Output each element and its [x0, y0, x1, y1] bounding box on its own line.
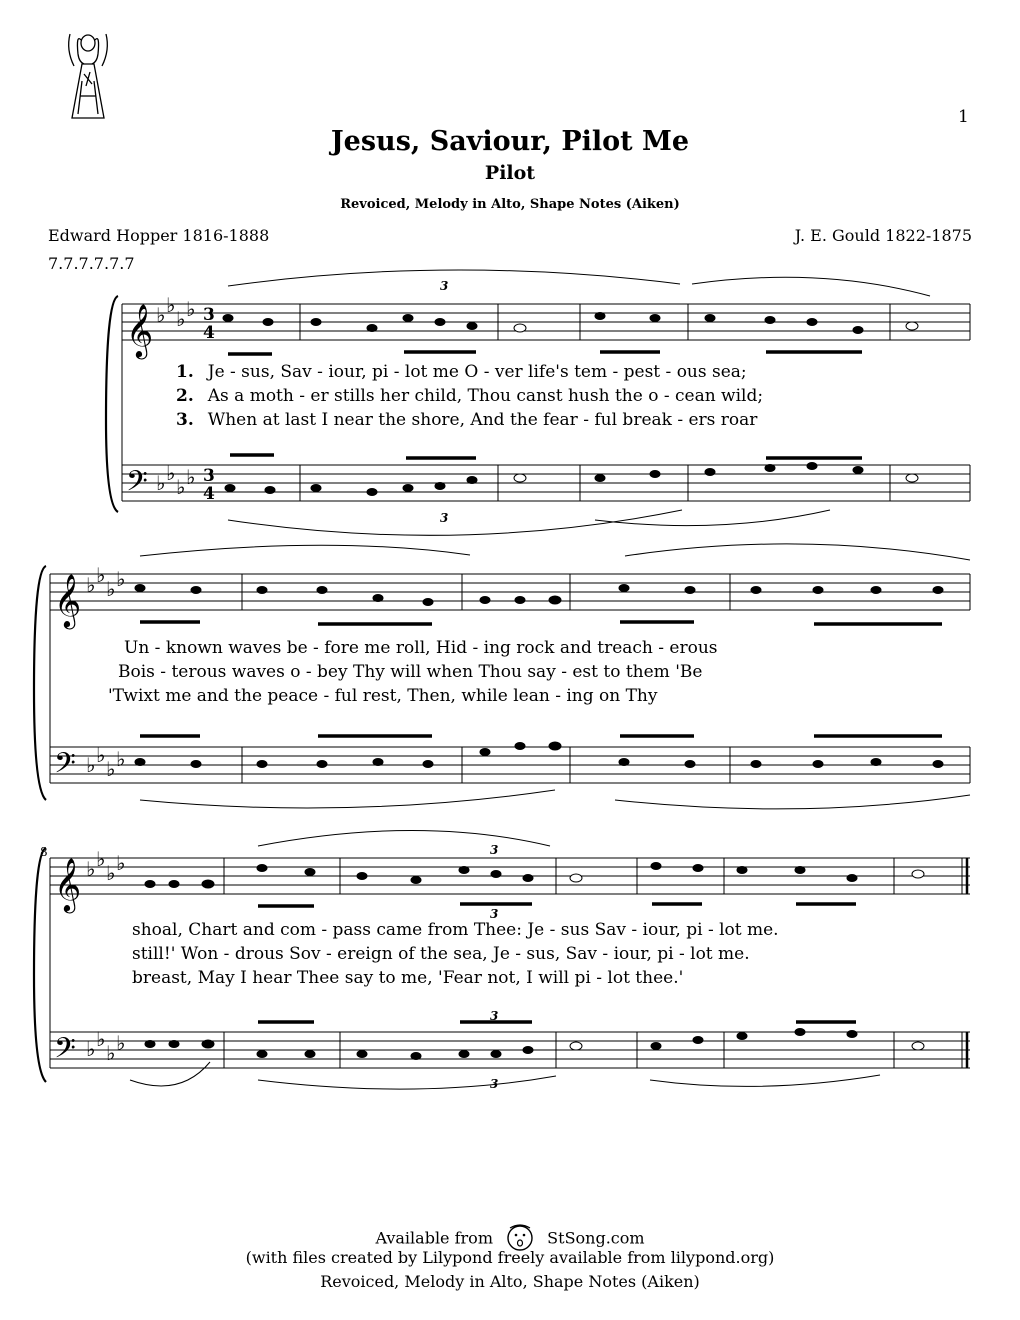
svg-text:♭: ♭ — [106, 577, 116, 601]
svg-text:♭: ♭ — [116, 567, 126, 591]
lyric-verse3-line2: 'Twixt me and the peace - ful rest, Then, while lean - ing on Thy — [108, 686, 658, 706]
svg-text:3: 3 — [490, 1009, 499, 1023]
svg-text:𝄞: 𝄞 — [126, 303, 154, 357]
footer-arrangement: Revoiced, Melody in Alto, Shape Notes (Aiken) — [320, 1272, 700, 1291]
footer-available-label: Available from — [375, 1228, 493, 1248]
svg-text:♭: ♭ — [166, 461, 176, 485]
page-number: 1 — [958, 107, 969, 127]
tune-name: Pilot — [484, 162, 536, 184]
lyric-verse3-line3: breast, May I hear Thee say to me, 'Fear not, I will pi - lot thee.' — [132, 968, 684, 988]
svg-text:♭: ♭ — [186, 297, 196, 321]
treble-staff-2 — [50, 574, 970, 610]
svg-text:♭: ♭ — [86, 1037, 96, 1061]
svg-text:♭: ♭ — [156, 471, 166, 495]
svg-text:4: 4 — [203, 484, 215, 504]
svg-text:3: 3 — [440, 511, 449, 525]
lyric-verse1-line3: shoal, Chart and com - pass came from Thee: Je - sus Sav - iour, pi - lot me. — [132, 920, 779, 940]
footer-site-link[interactable]: StSong.com — [547, 1228, 645, 1248]
svg-text:♭: ♭ — [106, 757, 116, 781]
svg-text:♭: ♭ — [156, 303, 166, 327]
svg-text:♭: ♭ — [176, 307, 186, 331]
footer-lilypond-note: (with files created by Lilypond freely available from lilypond.org) — [245, 1248, 775, 1267]
svg-text:♭: ♭ — [86, 857, 96, 881]
hymn-title: Jesus, Saviour, Pilot Me — [330, 126, 690, 157]
svg-text:♭: ♭ — [106, 1041, 116, 1065]
svg-text:♭: ♭ — [96, 847, 106, 871]
composer-credit: J. E. Gould 1822-1875 — [794, 226, 972, 245]
svg-text:𝄢: 𝄢 — [54, 747, 76, 787]
svg-text:𝄞: 𝄞 — [54, 573, 82, 627]
svg-text:♭: ♭ — [86, 753, 96, 777]
svg-text:♭: ♭ — [106, 861, 116, 885]
svg-text:♭: ♭ — [96, 563, 106, 587]
bass-staff-1 — [122, 465, 970, 501]
svg-text:3: 3 — [203, 466, 215, 486]
poet-credit: Edward Hopper 1816-1888 — [48, 226, 270, 245]
svg-text:3: 3 — [203, 305, 215, 325]
svg-text:𝄞: 𝄞 — [54, 857, 82, 911]
svg-text:3: 3 — [490, 1077, 499, 1091]
treble-staff-3 — [50, 858, 970, 894]
svg-text:♭: ♭ — [116, 1031, 126, 1055]
svg-text:8: 8 — [40, 845, 48, 859]
svg-text:𝄢: 𝄢 — [126, 465, 148, 505]
svg-text:4: 4 — [203, 323, 215, 343]
svg-text:♭: ♭ — [116, 747, 126, 771]
svg-text:3: 3 — [440, 279, 449, 293]
svg-text:3: 3 — [490, 907, 499, 921]
svg-text:♭: ♭ — [186, 465, 196, 489]
svg-text:♭: ♭ — [116, 851, 126, 875]
lyric-verse2-line2: Bois - terous waves o - bey Thy will when Thou say - est to them 'Be — [118, 662, 703, 682]
svg-text:♭: ♭ — [96, 1027, 106, 1051]
bass-staff-3 — [50, 1032, 970, 1068]
arrangement-note: Revoiced, Melody in Alto, Shape Notes (Aiken) — [340, 197, 680, 212]
lyric-verse3-line1: 3. When at last I near the shore, And the fear - ful break - ers roar — [176, 410, 758, 430]
lyric-verse2-line3: still!' Won - drous Sov - ereign of the sea, Je - sus, Sav - iour, pi - lot me. — [132, 944, 750, 964]
svg-text:3: 3 — [490, 843, 499, 857]
lyric-verse1-line1: 1. Je - sus, Sav - iour, pi - lot me O - ver life's tem - pest - ous sea; — [176, 362, 747, 382]
treble-staff-1 — [122, 304, 970, 340]
svg-text:♭: ♭ — [96, 743, 106, 767]
svg-text:♭: ♭ — [86, 573, 96, 597]
lyric-verse1-line2: Un - known waves be - fore me roll, Hid - ing rock and treach - erous — [124, 638, 718, 658]
svg-text:𝄢: 𝄢 — [54, 1032, 76, 1072]
meter-label: 7.7.7.7.7.7 — [48, 254, 135, 273]
svg-text:♭: ♭ — [176, 475, 186, 499]
lyric-verse2-line1: 2. As a moth - er stills her child, Thou canst hush the o - cean wild; — [176, 386, 764, 406]
bass-staff-2 — [50, 747, 970, 783]
svg-text:♭: ♭ — [166, 293, 176, 317]
